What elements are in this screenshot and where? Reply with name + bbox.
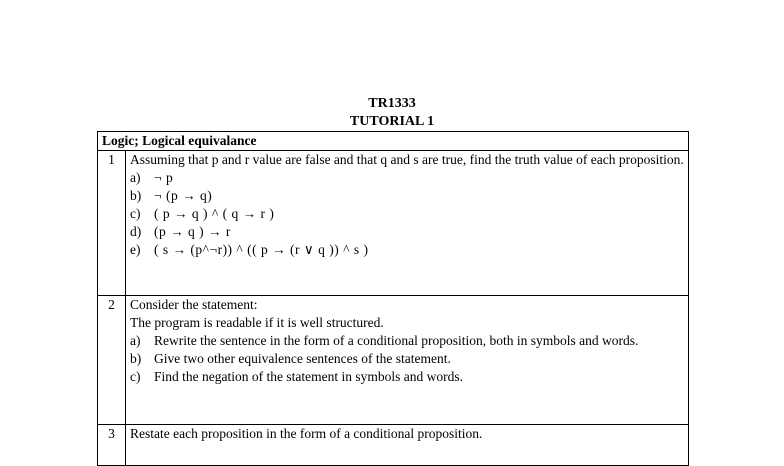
item-text: (p → q ) → r — [154, 224, 231, 239]
question-item — [130, 350, 684, 368]
question-number: 2 — [98, 296, 126, 425]
item-label: e) — [130, 242, 141, 257]
question-row-1 — [98, 151, 689, 296]
question-body — [126, 425, 689, 466]
question-number: 3 — [98, 425, 126, 466]
item-label: c) — [130, 369, 141, 384]
course-code: TR1333 — [368, 96, 416, 111]
question-item — [130, 169, 684, 187]
item-label: b) — [130, 351, 142, 366]
question-intro: Assuming that p and r value are false and that q and s are true, find the truth value of each proposition. — [130, 152, 684, 167]
question-item — [130, 205, 684, 223]
item-label: d) — [130, 224, 142, 239]
tutorial-table — [97, 131, 689, 466]
item-text: Rewrite the sentence in the form of a conditional proposition, both in symbols and words. — [154, 333, 639, 348]
question-intro: Restate each proposition in the form of a conditional proposition. — [130, 426, 483, 441]
question-row-2 — [98, 296, 689, 425]
tutorial-title: TUTORIAL 1 — [349, 114, 435, 129]
item-text: ( s → (p^¬r)) ^ (( p → (r ∨ q )) ^ s ) — [154, 242, 369, 257]
item-text: ( p → q ) ^ ( q → r ) — [154, 206, 275, 221]
question-body — [126, 151, 689, 296]
item-label: b) — [130, 188, 142, 203]
question-body — [126, 296, 689, 425]
item-text: Find the negation of the statement in symbols and words. — [154, 369, 463, 384]
question-item — [130, 223, 684, 241]
item-label: a) — [130, 333, 141, 348]
question-row-3 — [98, 425, 689, 466]
question-item — [130, 332, 684, 350]
question-number: 1 — [98, 151, 126, 296]
question-item — [130, 187, 684, 205]
item-text: ¬ p — [154, 170, 174, 185]
item-label: a) — [130, 170, 141, 185]
section-title: Logic; Logical equivalance — [98, 132, 689, 151]
item-text: Give two other equivalence sentences of the statement. — [154, 351, 451, 366]
question-item — [130, 241, 684, 259]
item-text: ¬ (p → q) — [154, 188, 213, 203]
item-label: c) — [130, 206, 141, 221]
question-item — [130, 368, 684, 386]
question-intro: Consider the statement: — [130, 297, 258, 312]
question-statement: The program is readable if it is well structured. — [130, 315, 384, 330]
